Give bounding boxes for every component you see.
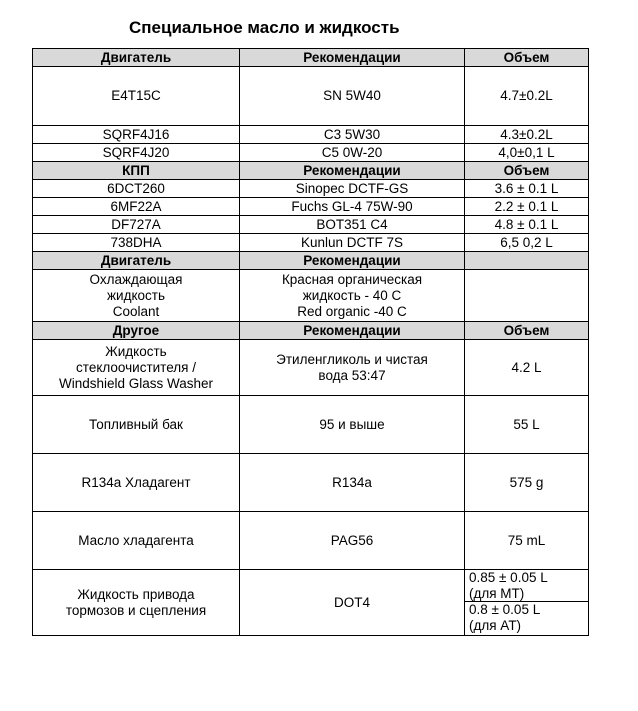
fluid-name [33, 570, 240, 636]
coolant-header-row [33, 252, 589, 270]
table-row [33, 67, 589, 126]
table-row [33, 270, 589, 322]
table-row [33, 126, 589, 144]
text-line: жидкость [107, 287, 165, 303]
column-header: КПП [33, 162, 240, 180]
text-line: Red organic -40 C [297, 303, 407, 319]
volume: 575 g [465, 454, 589, 512]
recommendation: R134a [240, 454, 465, 512]
recommendation: Fuchs GL-4 75W-90 [240, 198, 465, 216]
text-line: (для AT) [469, 618, 522, 633]
recommendation: SN 5W40 [240, 67, 465, 126]
recommendation [240, 270, 465, 322]
table-row [33, 512, 589, 570]
text-line: Этиленгликоль и чистая [276, 351, 428, 367]
volume-mt [465, 570, 588, 602]
volume: 4.8 ± 0.1 L [465, 216, 589, 234]
fluid-name: R134a Хладагент [33, 454, 240, 512]
recommendation: C3 5W30 [240, 126, 465, 144]
text-line: Жидкость привода [77, 586, 195, 602]
fluid-name: Масло хладагента [33, 512, 240, 570]
volume: 6,5 0,2 L [465, 234, 589, 252]
volume: 3.6 ± 0.1 L [465, 180, 589, 198]
text-line: (для MT) [469, 586, 525, 601]
fluid-name [33, 340, 240, 396]
table-row [33, 234, 589, 252]
column-header: Рекомендации [240, 49, 465, 67]
text-line: 0.8 ± 0.05 L [469, 602, 541, 617]
column-header: Объем [465, 322, 589, 340]
text-line: Красная органическая [281, 271, 423, 287]
text-line: 0.85 ± 0.05 L [469, 570, 548, 585]
recommendation: DOT4 [240, 570, 465, 636]
volume: 75 mL [465, 512, 589, 570]
fluid-name: Топливный бак [33, 396, 240, 454]
column-header: Другое [33, 322, 240, 340]
gearbox-name: 6DCT260 [33, 180, 240, 198]
gearbox-name: 6MF22A [33, 198, 240, 216]
volume [465, 270, 589, 322]
gearbox-header-row [33, 162, 589, 180]
engine-name: SQRF4J16 [33, 126, 240, 144]
recommendation: PAG56 [240, 512, 465, 570]
column-header: Двигатель [33, 252, 240, 270]
text-line: Жидкость [105, 343, 167, 359]
volume: 4,0±0,1 L [465, 144, 589, 162]
text-line: вода 53:47 [318, 367, 386, 383]
recommendation: Kunlun DCTF 7S [240, 234, 465, 252]
volume: 4.2 L [465, 340, 589, 396]
table-row [33, 570, 589, 636]
volume-at [465, 602, 588, 634]
text-line: жидкость - 40 С [302, 287, 402, 303]
text-line: Windshield Glass Washer [58, 375, 214, 391]
column-header: Двигатель [33, 49, 240, 67]
column-header: Рекомендации [240, 322, 465, 340]
text-line: Coolant [112, 303, 160, 319]
fluid-name [33, 270, 240, 322]
table-row [33, 340, 589, 396]
recommendation: 95 и выше [240, 396, 465, 454]
volume: 4.7±0.2L [465, 67, 589, 126]
recommendation: Sinopec DCTF-GS [240, 180, 465, 198]
table-row [33, 198, 589, 216]
volume: 4.3±0.2L [465, 126, 589, 144]
text-line: Охлаждающая [89, 271, 183, 287]
column-header: Рекомендации [240, 252, 465, 270]
volume: 55 L [465, 396, 589, 454]
engine-header-row [33, 49, 589, 67]
text-line: стеклоочистителя / [76, 359, 196, 375]
column-header [465, 252, 589, 270]
recommendation: C5 0W-20 [240, 144, 465, 162]
text-line: тормозов и сцепления [65, 602, 207, 618]
engine-name: E4T15C [33, 67, 240, 126]
table-row [33, 396, 589, 454]
gearbox-name: DF727A [33, 216, 240, 234]
page-title: Специальное масло и жидкость [129, 18, 400, 37]
engine-name: SQRF4J20 [33, 144, 240, 162]
table-row [33, 454, 589, 512]
recommendation: BOT351 C4 [240, 216, 465, 234]
recommendation [240, 340, 465, 396]
column-header: Объем [465, 162, 589, 180]
table-row [33, 144, 589, 162]
fluids-table [32, 48, 589, 636]
table-row [33, 216, 589, 234]
gearbox-name: 738DHA [33, 234, 240, 252]
column-header: Рекомендации [240, 162, 465, 180]
table-row [33, 180, 589, 198]
other-header-row [33, 322, 589, 340]
column-header: Объем [465, 49, 589, 67]
volume: 2.2 ± 0.1 L [465, 198, 589, 216]
volume-split [465, 570, 589, 636]
